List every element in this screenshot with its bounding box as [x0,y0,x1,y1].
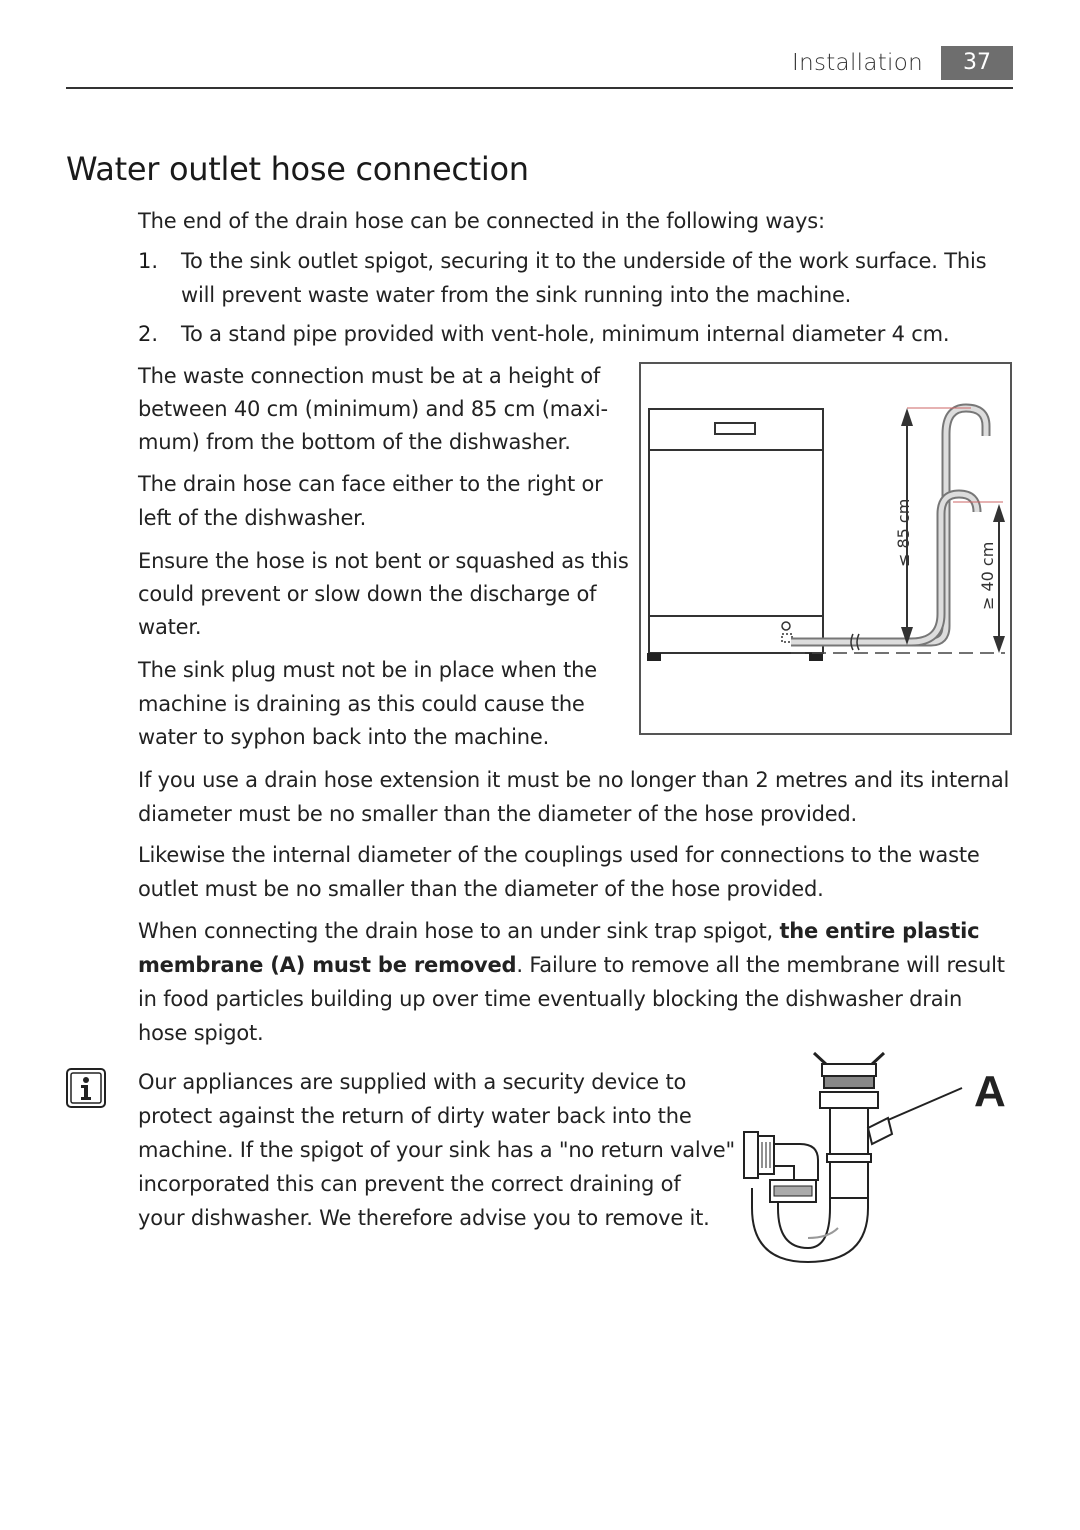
min-height-label: ≥ 40 cm [978,541,997,610]
membrane-line-1-bold: the entire plastic [779,919,980,943]
membrane-line-1 [138,914,979,948]
sink-plug-line-3: water to syphon back into the machine. [138,725,550,749]
couplings-line-2: outlet must be no smaller than the diameter of the hose provided. [138,877,824,901]
intro-text: The end of the drain hose can be connected in the following ways: [138,209,825,233]
info-line-5: your dishwasher. We therefore advise you to remove it. [138,1206,710,1230]
drain-side-line-2: left of the dishwasher. [138,506,367,530]
page-number: 37 [941,46,1013,80]
membrane-line-4: hose spigot. [138,1021,264,1045]
info-line-3: machine. If the spigot of your sink has a "no return valve" [138,1138,735,1162]
membrane-line-2 [138,948,1005,982]
membrane-line-3: in food particles building up over time eventually blocking the dishwasher drain [138,987,963,1011]
drain-side-line-1: The drain hose can face either to the right or [138,472,603,496]
max-height-label: ≤ 85 cm [894,498,913,567]
sink-plug-line-2: machine is draining as this could cause the [138,692,585,716]
membrane-line-2-b: . Failure to remove all the membrane will result [516,953,1005,977]
ensure-line-2: could prevent or slow down the discharge of [138,582,597,606]
list-item-1-line2: will prevent waste water from the sink running into the machine. [181,283,852,307]
drain-height-diagram [639,362,1012,735]
page-title: Water outlet hose connection [66,150,529,188]
list-item-2-line1: To a stand pipe provided with vent-hole, minimum internal diameter 4 cm. [181,322,950,346]
list-number-2: 2. [138,322,159,346]
ensure-line-3: water. [138,615,202,639]
extension-line-2: diameter must be no smaller than the diameter of the hose provided. [138,802,858,826]
list-number-1: 1. [138,249,159,273]
membrane-line-1-a: When connecting the drain hose to an under sink trap spigot, [138,919,780,943]
extension-line-1: If you use a drain hose extension it must be no longer than 2 metres and its internal [138,768,1010,792]
drain-height-illustration [641,364,1010,733]
list-item-1-line1: To the sink outlet spigot, securing it to the underside of the work surface. This [181,249,987,273]
sink-trap-diagram [738,1048,1020,1263]
membrane-line-2-bold: membrane (A) must be removed [138,953,517,977]
sink-plug-line-1: The sink plug must not be in place when the [138,658,597,682]
ensure-line-1: Ensure the hose is not bent or squashed as this [138,549,629,573]
waste-line-3: mum) from the bottom of the dishwasher. [138,430,571,454]
page-header [66,46,1013,89]
membrane-label-a: A [974,1067,1006,1116]
info-icon [66,1068,106,1108]
waste-line-1: The waste connection must be at a height of [138,364,601,388]
info-line-1: Our appliances are supplied with a security device to [138,1070,687,1094]
info-line-2: protect against the return of dirty water back into the [138,1104,692,1128]
section-label: Installation [792,50,923,76]
info-line-4: incorporated this can prevent the correct draining of [138,1172,681,1196]
couplings-line-1: Likewise the internal diameter of the couplings used for connections to the waste [138,843,980,867]
waste-line-2: between 40 cm (minimum) and 85 cm (maxi- [138,397,608,421]
